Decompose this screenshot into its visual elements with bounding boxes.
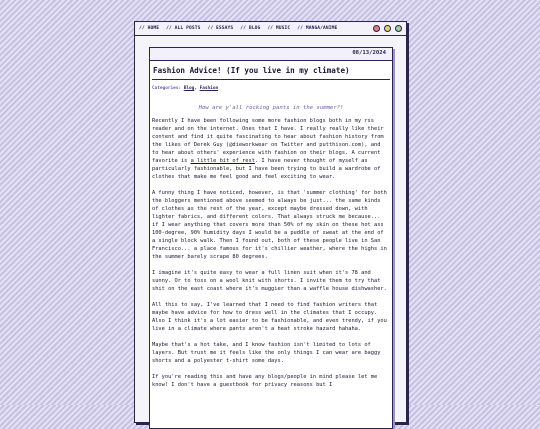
- post-body: [152, 117, 387, 389]
- green-dot-icon[interactable]: [395, 25, 402, 32]
- paragraph-3: I imagine it's quite easy to wear a full linen suit when it's 78 and sunny. Or to toss on a wool knit with shorts. I invite them to try that shit on the east coast where it's muggier than a waffle house dishwasher.: [152, 270, 387, 292]
- post-title: Fashion Advice! (If you live in my climate): [153, 66, 350, 75]
- red-dot-icon[interactable]: [373, 25, 380, 32]
- nav-menu: [139, 26, 337, 31]
- title-divider: [152, 79, 390, 80]
- post-card: [149, 47, 393, 429]
- paragraph-1-text-a: Recently I have been following some more fashion blogs both in my rss reader and on the internet. Ones that I have. I really really like their content and find it quite fascinating to hear about fashion history from the likes of Derek Guy (@dieworkwear on Twitter and putthison.com), and to hear about others' experience with fashion on their blogs. A current favorite is: [152, 118, 384, 164]
- paragraph-5: Maybe that's a hot take, and I know fashion isn't limited to lots of layers. But trust me it feels like the only things I can wear are baggy shorts and a polyester t-shirt some days.: [152, 342, 381, 364]
- paragraph-4: All this to say, I've learned that I need to find fashion writers that maybe have advice for how to dress well in the climates that I occupy. Also I think it's a lot easier to be fashionable, and even trendy, if you live in a climate where pants aren't a heat stroke hazard hahaha.: [152, 302, 387, 332]
- top-nav-bar: [135, 22, 406, 36]
- paragraph-1-text-b: . I have never thought of myself as particularly fashionable, but I have been trying to build a wardrobe of clothes that make me feel good and feel exciting to wear.: [152, 158, 381, 180]
- post-header-bar: [150, 48, 392, 61]
- categories-label: Categories:: [152, 86, 182, 91]
- nav-essays[interactable]: // ESSAYS: [207, 26, 234, 31]
- paragraph-6: If you're reading this and have any blogs/people in mind please let me know! I don't have a guestbook for privacy reasons but I: [152, 374, 378, 388]
- post-categories: [152, 86, 392, 91]
- blog-link-a-little-bit-of-rest[interactable]: a little bit of rest: [190, 158, 255, 164]
- paragraph-2: A funny thing I have noticed, however, is that 'summer clothing' for both the bloggers mentioned above seemed to always be just... the same kinds of clothes as the rest of the year, except maybe dressed down, with lighter fabrics, and different colors. That always struck me because... if I wear anything that covers more than 50% of my skin on these hot ass 100-degree, 90% humidity days I would be a puddle of sweat at the end of a single block walk. Then I found out, both of these people live in San Francisco... a place famous for it's chillier weather, where the highs in the summer barely scrape 80 degrees.: [152, 190, 387, 260]
- nav-blog[interactable]: // BLOG: [240, 26, 261, 31]
- category-separator: ,: [194, 86, 200, 91]
- category-link-blog[interactable]: Blog: [183, 86, 195, 91]
- post-subtitle: How are y'all rocking pants in the summer?!: [198, 105, 344, 111]
- nav-music[interactable]: // MUSIC: [267, 26, 291, 31]
- window-controls: [373, 25, 402, 32]
- paragraph-1: [152, 117, 387, 181]
- nav-manga-anime[interactable]: // MANGA/ANIME: [297, 26, 338, 31]
- yellow-dot-icon[interactable]: [384, 25, 391, 32]
- nav-home[interactable]: // HOME: [139, 26, 160, 31]
- main-window: [134, 21, 407, 423]
- post-date: 08/13/2024: [352, 50, 386, 56]
- nav-all-posts[interactable]: // ALL POSTS: [166, 26, 201, 31]
- category-link-fashion[interactable]: Fashion: [199, 86, 219, 91]
